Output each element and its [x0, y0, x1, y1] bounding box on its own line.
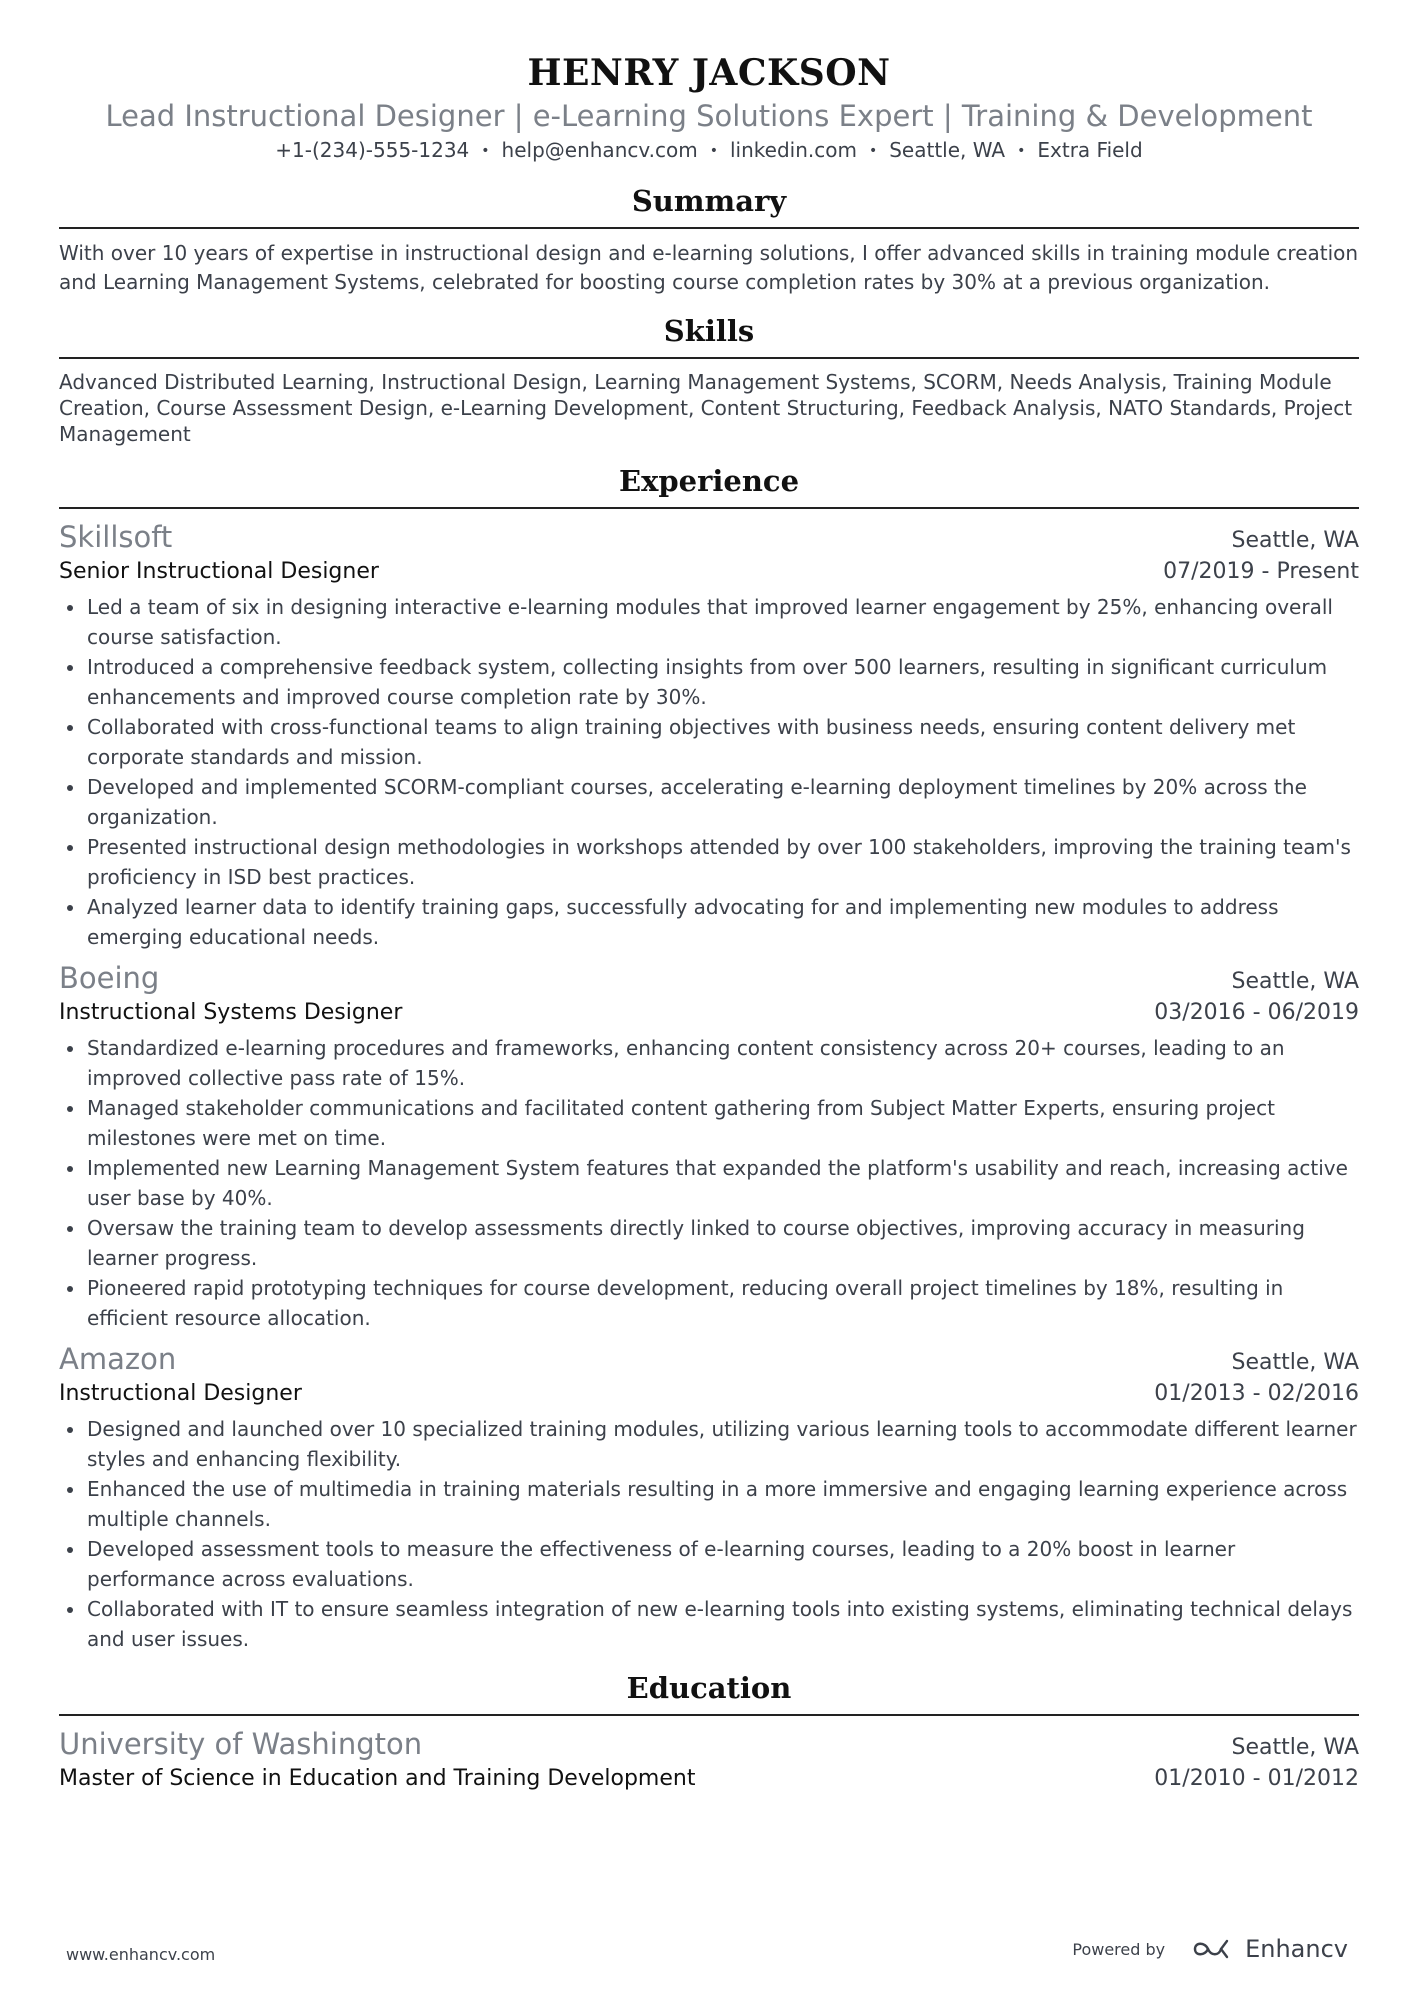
- achievement-item: Collaborated with cross-functional teams to align training objectives with business needs, ensuring content delivery met corporate standards and mission.: [59, 712, 1359, 772]
- footer-branding: [1072, 1935, 1348, 1963]
- company-name: Skillsoft: [59, 520, 173, 554]
- company-name: Amazon: [59, 1342, 177, 1376]
- section-title: Skills: [663, 314, 755, 348]
- job-title: Instructional Systems Designer: [59, 1000, 403, 1025]
- contact-linkedin: linkedin.com: [729, 138, 857, 162]
- contact-phone: +1-(234)-555-1234: [275, 138, 470, 162]
- achievement-item: Presented instructional design methodologies in workshops attended by over 100 stakeholders, improving the training team's proficiency in ISD best practices.: [59, 832, 1359, 892]
- candidate-headline: Lead Instructional Designer | e-Learning Solutions Expert | Training & Development: [105, 99, 1313, 133]
- contact-extra-field: Extra Field: [1037, 138, 1143, 162]
- education-section: [59, 1668, 1359, 1795]
- resume-page: [59, 0, 1359, 1795]
- summary-section: [59, 181, 1359, 297]
- education-entry: [59, 1726, 1359, 1795]
- achievement-item: Collaborated with IT to ensure seamless integration of new e-learning tools into existing systems, eliminating technical delays and user issues.: [59, 1594, 1359, 1654]
- degree: Master of Science in Education and Training Development: [59, 1766, 696, 1791]
- achievement-item: Developed and implemented SCORM-compliant courses, accelerating e-learning deployment timelines by 20% across the organization.: [59, 772, 1359, 832]
- job-title: Senior Instructional Designer: [59, 559, 379, 584]
- contact-separator: •: [868, 143, 878, 159]
- contact-location: Seattle, WA: [889, 138, 1006, 162]
- job-location: Seattle, WA: [1231, 1350, 1359, 1375]
- experience-section: [59, 461, 1359, 1654]
- footer-website[interactable]: www.enhancv.com: [66, 1945, 216, 1964]
- achievement-item: Managed stakeholder communications and facilitated content gathering from Subject Matter Experts, ensuring project milestones were met on time.: [59, 1093, 1359, 1153]
- school-location: Seattle, WA: [1231, 1735, 1359, 1760]
- powered-by-label: Powered by: [1072, 1939, 1166, 1959]
- section-divider: [59, 357, 1359, 359]
- experience-entry: [59, 1341, 1359, 1654]
- section-divider: [59, 1714, 1359, 1716]
- section-title: Education: [626, 1671, 792, 1705]
- enhancv-brand: Enhancv: [1245, 1935, 1348, 1963]
- contact-separator: •: [709, 143, 718, 159]
- achievement-item: Implemented new Learning Management System features that expanded the platform's usability and reach, increasing active user base by 40%.: [59, 1153, 1359, 1213]
- achievement-item: Analyzed learner data to identify training gaps, successfully advocating for and implementing new modules to address emerging educational needs.: [59, 892, 1359, 952]
- enhancv-logo-icon: [1191, 1937, 1237, 1961]
- achievement-list: [59, 1033, 1359, 1333]
- achievement-item: Designed and launched over 10 specialized training modules, utilizing various learning tools to accommodate different learner styles and enhancing flexibility.: [59, 1414, 1359, 1474]
- skills-text: Advanced Distributed Learning, Instructional Design, Learning Management Systems, SCORM, Needs Analysis, Training Module Creation, Course Assessment Design, e-Learning Development, Content Structuring, Feedback Analysis, NATO Standards, Project Management: [59, 370, 1353, 446]
- job-dates: 01/2013 - 02/2016: [1154, 1381, 1359, 1406]
- school-name: University of Washington: [59, 1727, 423, 1761]
- contact-email: help@enhancv.com: [501, 138, 698, 162]
- job-title: Instructional Designer: [59, 1381, 302, 1406]
- candidate-name: HENRY JACKSON: [527, 52, 891, 94]
- section-divider: [59, 227, 1359, 229]
- experience-entry: [59, 960, 1359, 1333]
- section-divider: [59, 507, 1359, 509]
- summary-text: With over 10 years of expertise in instructional design and e-learning solutions, I offer advanced skills in training module creation and Learning Management Systems, celebrated for boosting course completion rates by 30% at a previous organization.: [59, 241, 1359, 294]
- skills-section: [59, 311, 1359, 447]
- resume-header: [59, 0, 1359, 167]
- job-dates: 07/2019 - Present: [1163, 559, 1359, 584]
- achievement-item: Led a team of six in designing interactive e-learning modules that improved learner engagement by 25%, enhancing overall course satisfaction.: [59, 592, 1359, 652]
- achievement-item: Introduced a comprehensive feedback system, collecting insights from over 500 learners, resulting in significant curriculum enhancements and improved course completion rate by 30%.: [59, 652, 1359, 712]
- achievement-list: [59, 592, 1359, 952]
- achievement-item: Standardized e-learning procedures and frameworks, enhancing content consistency across 20+ courses, leading to an improved collective pass rate of 15%.: [59, 1033, 1359, 1093]
- contact-separator: •: [1017, 143, 1026, 159]
- section-title: Experience: [618, 464, 800, 498]
- education-dates: 01/2010 - 01/2012: [1154, 1766, 1359, 1791]
- contact-separator: •: [481, 143, 490, 159]
- job-location: Seattle, WA: [1231, 969, 1359, 994]
- experience-entry: [59, 519, 1359, 952]
- contact-line: [59, 136, 1359, 167]
- achievement-item: Oversaw the training team to develop assessments directly linked to course objectives, improving accuracy in measuring learner progress.: [59, 1213, 1359, 1273]
- section-title: Summary: [631, 184, 787, 218]
- achievement-list: [59, 1414, 1359, 1654]
- achievement-item: Enhanced the use of multimedia in training materials resulting in a more immersive and engaging learning experience across multiple channels.: [59, 1474, 1359, 1534]
- achievement-item: Pioneered rapid prototyping techniques for course development, reducing overall project timelines by 18%, resulting in efficient resource allocation.: [59, 1273, 1359, 1333]
- job-location: Seattle, WA: [1231, 528, 1359, 553]
- job-dates: 03/2016 - 06/2019: [1154, 1000, 1359, 1025]
- company-name: Boeing: [59, 961, 160, 995]
- achievement-item: Developed assessment tools to measure the effectiveness of e-learning courses, leading to a 20% boost in learner performance across evaluations.: [59, 1534, 1359, 1594]
